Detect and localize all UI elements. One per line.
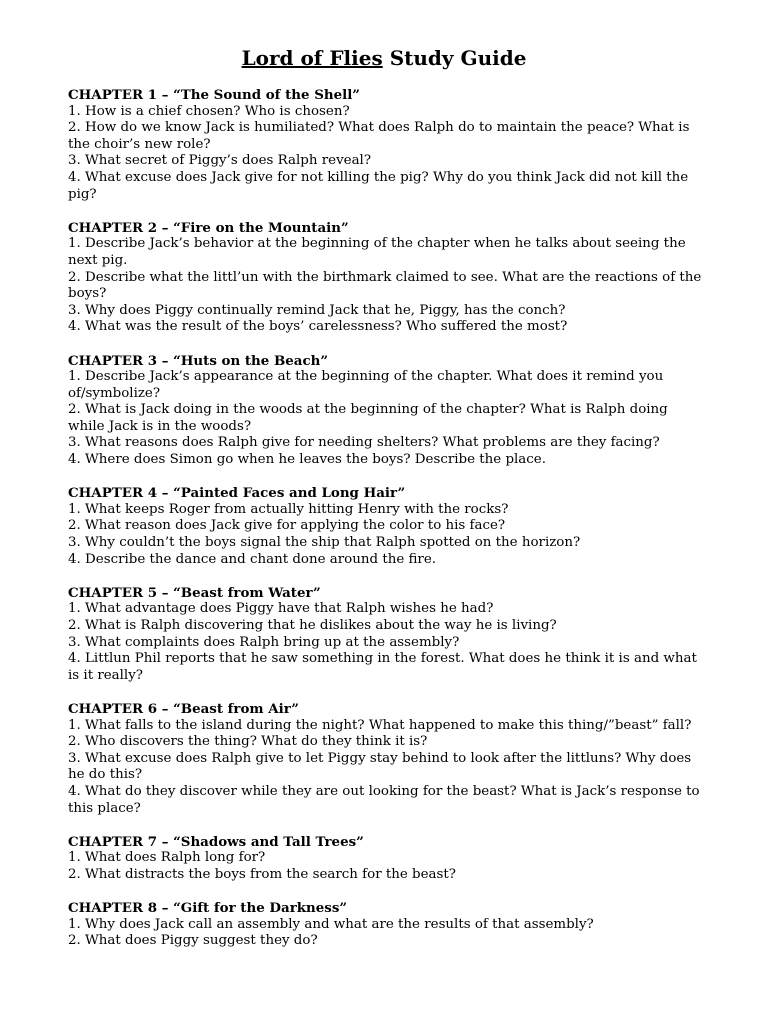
study-guide-content <box>68 87 708 966</box>
question-item: 3. What secret of Piggy’s does Ralph reveal? <box>68 153 372 169</box>
question-item: 1. What advantage does Piggy have that Ralph wishes he had? <box>68 601 494 617</box>
question-list <box>68 601 708 684</box>
question-item: 1. What does Ralph long for? <box>68 850 266 866</box>
question-item: 2. What does Piggy suggest they do? <box>68 933 318 949</box>
chapter-heading: CHAPTER 6 – “Beast from Air” <box>68 700 299 717</box>
chapter-section <box>68 585 708 685</box>
question-item: 2. What is Ralph discovering that he dislikes about the way he is living? <box>68 618 557 633</box>
question-item: 4. Describe the dance and chant done around the fire. <box>68 551 437 567</box>
question-list <box>68 502 708 568</box>
question-item: 4. Where does Simon go when he leaves the boys? Describe the place. <box>68 452 546 468</box>
question-item: 4. What was the result of the boys’ carelessness? Who suffered the most? <box>68 319 568 335</box>
chapter-heading: CHAPTER 3 – “Huts on the Beach” <box>68 352 329 369</box>
question-list <box>68 718 708 818</box>
question-item: 3. Why does Piggy continually remind Jack that he, Piggy, has the conch? <box>68 302 566 318</box>
question-list <box>68 850 708 883</box>
page-title <box>0 45 768 71</box>
chapter-heading: CHAPTER 2 – “Fire on the Mountain” <box>68 219 349 236</box>
question-item: 3. What complaints does Ralph bring up at the assembly? <box>68 634 460 650</box>
chapter-section <box>68 834 708 884</box>
question-item: 2. What is Jack doing in the woods at the beginning of the chapter? What is Ralph doing while Jack is in the woods? <box>68 402 668 434</box>
question-item: 2. Describe what the littl’un with the birthmark claimed to see. What are the reactions of the boys? <box>68 269 702 302</box>
question-item: 4. What do they discover while they are out looking for the beast? What is Jack’s response to this place? <box>68 783 700 816</box>
title-book-name: Lord of Flies <box>241 46 383 70</box>
chapter-section <box>68 900 708 950</box>
question-item: 1. How is a chief chosen? Who is chosen? <box>68 103 350 119</box>
chapter-section <box>68 701 708 817</box>
chapter-heading: CHAPTER 4 – “Painted Faces and Long Hair” <box>68 485 406 502</box>
chapter-heading: CHAPTER 7 – “Shadows and Tall Trees” <box>68 833 364 850</box>
question-item: 3. What reasons does Ralph give for needing shelters? What problems are they facing? <box>68 435 660 451</box>
question-item: 2. What distracts the boys from the search for the beast? <box>68 866 456 882</box>
question-item: 3. Why couldn’t the boys signal the ship that Ralph spotted on the horizon? <box>68 535 581 551</box>
question-list <box>68 369 708 469</box>
chapter-heading: CHAPTER 1 – “The Sound of the Shell” <box>68 87 361 103</box>
question-item: 1. Describe Jack’s behavior at the beginning of the chapter when he talks about seeing the next pig. <box>68 236 686 268</box>
chapter-section <box>68 485 708 568</box>
chapter-section <box>68 220 708 336</box>
chapter-heading: CHAPTER 8 – “Gift for the Darkness” <box>68 900 348 917</box>
question-item: 4. What excuse does Jack give for not killing the pig? Why do you think Jack did not kill the pig? <box>68 169 689 202</box>
question-item: 1. What falls to the island during the night? What happened to make this thing/”beast” fall? <box>68 717 692 733</box>
question-item: 1. Describe Jack’s appearance at the beginning of the chapter. What does it remind you of/symbolize? <box>68 369 664 401</box>
chapter-heading: CHAPTER 5 – “Beast from Water” <box>68 584 321 601</box>
question-item: 1. Why does Jack call an assembly and what are the results of that assembly? <box>68 916 594 932</box>
question-item: 4. Littlun Phil reports that he saw something in the forest. What does he think it is and what is it really? <box>68 651 697 683</box>
question-item: 1. What keeps Roger from actually hitting Henry with the rocks? <box>68 501 509 517</box>
chapter-section <box>68 353 708 469</box>
question-item: 2. What reason does Jack give for applying the color to his face? <box>68 518 506 534</box>
question-item: 2. How do we know Jack is humiliated? What does Ralph do to maintain the peace? What is the choir’s new role? <box>68 120 690 152</box>
question-item: 3. What excuse does Ralph give to let Piggy stay behind to look after the littluns? Why does he do this? <box>68 750 692 783</box>
question-list <box>68 917 708 950</box>
question-list <box>68 104 708 204</box>
chapter-section <box>68 87 708 203</box>
title-suffix: Study Guide <box>382 46 527 70</box>
question-list <box>68 236 708 336</box>
question-item: 2. Who discovers the thing? What do they think it is? <box>68 734 428 750</box>
